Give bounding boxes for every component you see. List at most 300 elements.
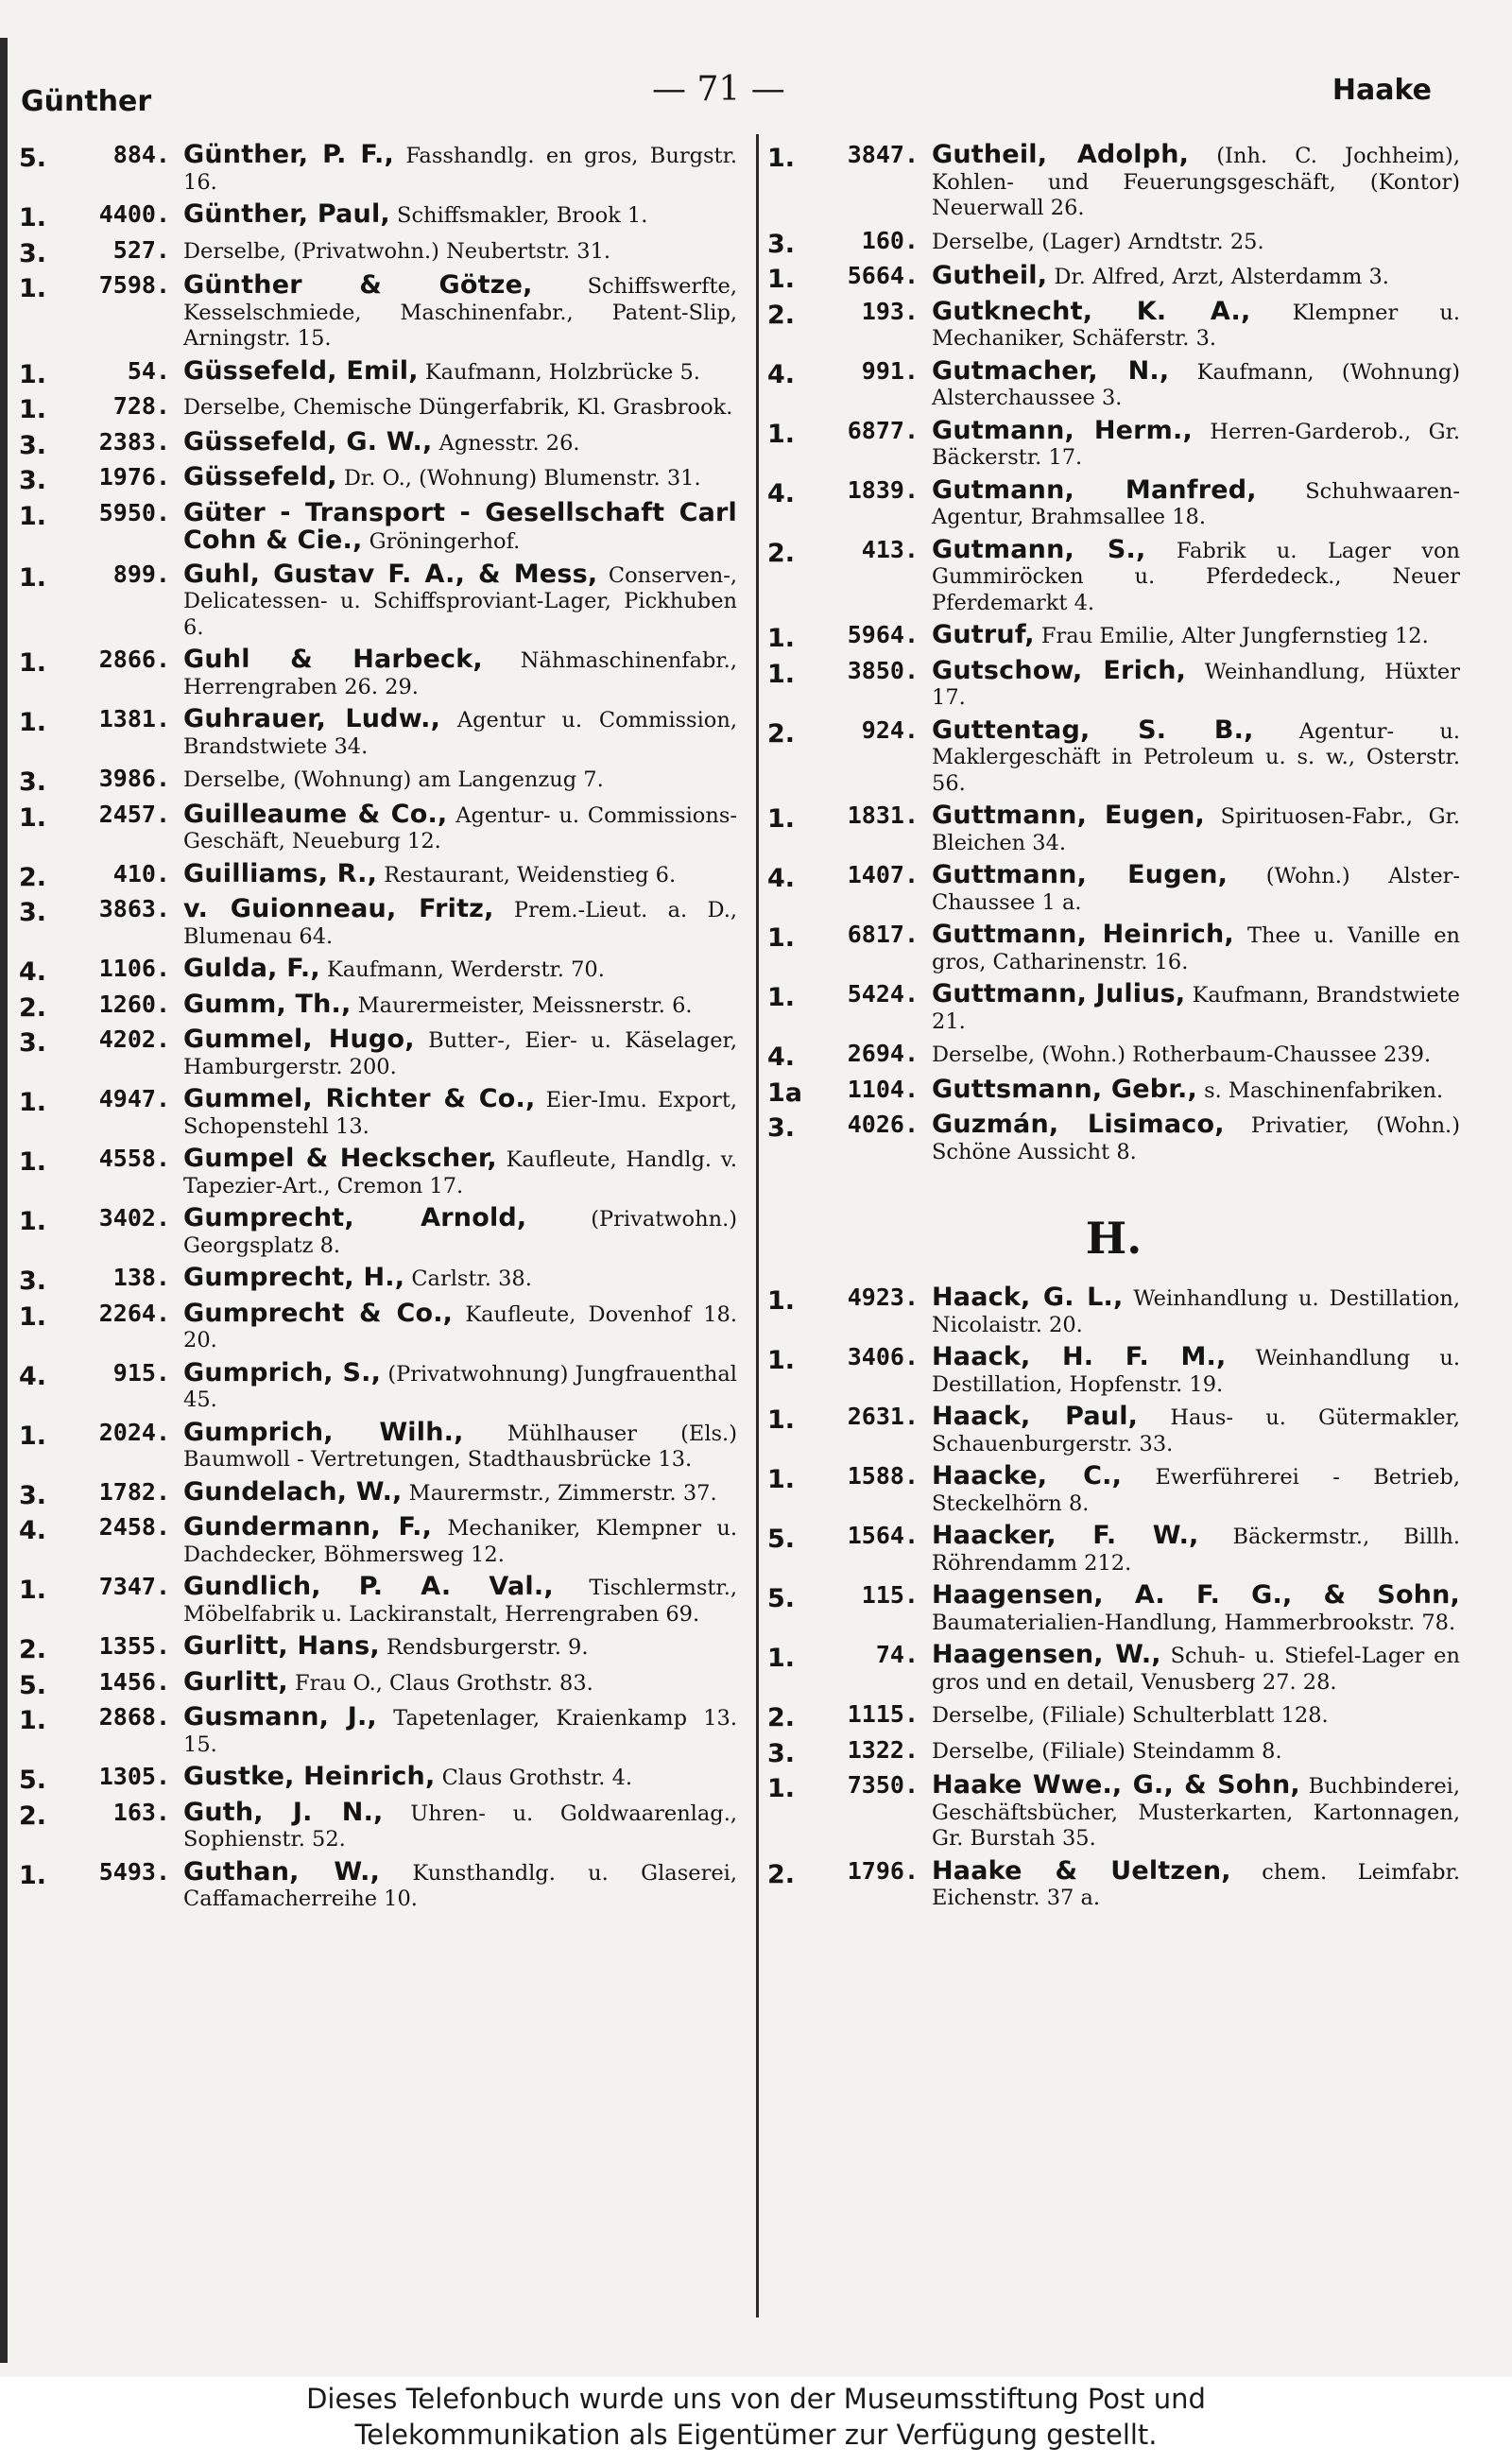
subscriber-name: Gutheil, Adolph, <box>932 140 1190 169</box>
subscriber-name: Haack, H. F. M., <box>932 1342 1227 1371</box>
phone-number: 2631. <box>847 1403 919 1430</box>
subscriber-name: Gumm, Th., <box>183 989 352 1019</box>
subscriber-name: Guttmann, Eugen, <box>932 801 1206 830</box>
directory-entry <box>19 1574 737 1628</box>
entry-text <box>183 1514 737 1568</box>
directory-entry <box>19 497 737 556</box>
subscriber-name: Gummel, Hugo, <box>183 1025 415 1054</box>
subscriber-name: Güssefeld, Emil, <box>183 355 419 386</box>
exchange-district: 1. <box>19 562 47 593</box>
directory-entry <box>19 1633 737 1663</box>
exchange-district: 2. <box>767 1859 796 1889</box>
exchange-district: 5. <box>19 1670 47 1700</box>
entry-text <box>932 981 1460 1035</box>
phone-number: 3863. <box>98 895 170 922</box>
entry-text <box>183 464 737 494</box>
directory-entry <box>19 1514 737 1568</box>
left-border-rule <box>0 38 8 2363</box>
directory-entry <box>19 1704 737 1758</box>
exchange-district: 3. <box>19 466 47 495</box>
directory-entry <box>767 474 1460 531</box>
phone-number: 54. <box>127 356 170 385</box>
exchange-district: 1. <box>19 1301 47 1332</box>
subscriber-details: Derselbe, Chemische Düngerfabrik, Kl. Grasbrook. <box>183 395 733 420</box>
exchange-district: 1. <box>19 203 47 233</box>
subscriber-name: Haake Wwe., G., & Sohn, <box>932 1770 1300 1800</box>
entry-text <box>932 1772 1460 1852</box>
subscriber-details: Fabrik u. Lager von Gummiröcken u. Pferdedeck., Neuer Pferdemarkt 4. <box>932 538 1460 615</box>
directory-entry <box>19 801 737 855</box>
subscriber-details: Derselbe, (Lager) Arndtstr. 25. <box>932 229 1264 254</box>
subscriber-name: Guttsmann, Gebr., <box>932 1074 1197 1104</box>
exchange-district: 5. <box>767 1525 796 1554</box>
phone-number: 7347. <box>98 1573 170 1600</box>
entry-text <box>932 1344 1460 1398</box>
subscriber-details: Agentur- u. Commissions-Geschäft, Neueburg 12. <box>183 802 737 853</box>
directory-entry <box>19 201 737 232</box>
subscriber-details: Maurermeister, Meissnerstr. 6. <box>357 992 693 1018</box>
directory-entry <box>767 355 1460 412</box>
subscriber-details: Schuhwaaren-Agentur, Brahmsallee 18. <box>932 478 1460 529</box>
subscriber-details: Eier-Imu. Export, Schopenstehl 13. <box>183 1088 738 1139</box>
directory-entry <box>767 802 1460 856</box>
phone-number: 991. <box>861 356 919 385</box>
subscriber-name: Guttentag, S. B., <box>932 715 1254 745</box>
subscriber-details: Derselbe, (Wohn.) Rotherbaum-Chaussee 239. <box>932 1042 1432 1067</box>
entry-text <box>183 956 737 986</box>
entry-text <box>183 426 737 459</box>
subscriber-details: Dr. O., (Wohnung) Blumenstr. 31. <box>343 466 701 491</box>
subscriber-details: Claus Grothstr. 4. <box>441 1766 633 1790</box>
phone-number: 6877. <box>847 416 919 444</box>
subscriber-name: Gutmacher, N., <box>932 355 1170 386</box>
exchange-district: 5. <box>19 144 47 173</box>
phone-number: 4202. <box>98 1025 170 1053</box>
subscriber-name: Gummel, Richter & Co., <box>183 1084 536 1113</box>
subscriber-details: Haus- u. Gütermakler, Schauenburgerstr. 33. <box>932 1405 1461 1456</box>
exchange-district: 1. <box>767 624 796 653</box>
exchange-district: 1. <box>767 1405 796 1435</box>
entry-text <box>932 296 1460 353</box>
subscriber-name: Gumprecht, Arnold, <box>183 1203 527 1232</box>
subscriber-details: Privatier, (Wohn.) Schöne Aussicht 8. <box>932 1113 1460 1164</box>
exchange-district: 5. <box>767 1584 796 1613</box>
subscriber-details: Herren-Garderob., Gr. Bäckerstr. 17. <box>932 419 1461 470</box>
subscriber-name: Guilleaume & Co., <box>183 799 448 829</box>
directory-entry <box>19 991 737 1022</box>
directory-entry <box>19 1146 737 1199</box>
subscriber-name: Guzmán, Lisimaco, <box>932 1110 1225 1139</box>
exchange-district: 4. <box>767 359 796 389</box>
subscriber-name: Güssefeld, G. W., <box>183 426 433 457</box>
directory-entry <box>767 1463 1460 1517</box>
phone-number: 1260. <box>98 990 170 1018</box>
subscriber-details: Weinhandlung u. Destillation, Hopfenstr. 19. <box>932 1346 1460 1397</box>
subscriber-name: Guilliams, R., <box>183 858 378 888</box>
subscriber-name: Gumprich, S., <box>183 1357 382 1387</box>
entry-text <box>932 1041 1460 1071</box>
footer-line-2: Telekommunikation als Eigentümer zur Verfügung gestellt. <box>354 2419 1158 2451</box>
phone-number: 2458. <box>98 1513 170 1541</box>
exchange-district: 2. <box>767 718 796 749</box>
exchange-district: 1. <box>767 659 796 689</box>
exchange-district: 3. <box>767 1113 796 1143</box>
subscriber-details: (Inh. C. Jochheim), Kohlen- und Feuerungsgeschäft, (Kontor) Neuerwall 26. <box>932 144 1460 220</box>
subscriber-details: Fasshandlg. en gros, Burgstr. 16. <box>183 144 738 195</box>
footer-notice <box>0 2377 1512 2464</box>
phone-number: 1104. <box>847 1075 919 1103</box>
directory-entry <box>19 1797 738 1853</box>
phone-number: 924. <box>861 715 919 744</box>
subscriber-details: Derselbe, (Filiale) Steindamm 8. <box>932 1738 1282 1764</box>
phone-number: 1796. <box>847 1856 919 1885</box>
exchange-district: 3. <box>767 229 796 259</box>
subscriber-details: Rendsburgerstr. 9. <box>387 1635 589 1660</box>
phone-number: 413. <box>861 535 919 563</box>
directory-entry <box>767 142 1460 222</box>
exchange-district: 3. <box>19 238 47 268</box>
subscriber-details: Maurermstr., Zimmerstr. 37. <box>408 1480 717 1506</box>
subscriber-details: Kaufmann, (Wohnung) Alsterchaussee 3. <box>932 359 1460 410</box>
phone-number: 1355. <box>98 1632 170 1660</box>
directory-entry <box>767 1111 1460 1165</box>
entry-text <box>183 858 737 891</box>
subscriber-details: Mechaniker, Klempner u. Dachdecker, Böhmersweg 12. <box>183 1516 737 1567</box>
entry-text <box>183 1146 737 1199</box>
entry-text <box>183 393 737 423</box>
entry-text <box>183 561 737 642</box>
exchange-district: 3. <box>19 1266 47 1296</box>
entry-text <box>183 646 737 700</box>
exchange-district: 1. <box>767 983 796 1012</box>
subscriber-details: (Privatwohn.) Georgsplatz 8. <box>183 1207 738 1258</box>
directory-entry <box>19 1086 737 1140</box>
subscriber-details: Kunsthandlg. u. Glaserei, Caffamacherreihe 10. <box>183 1860 737 1911</box>
directory-entry <box>767 1642 1460 1696</box>
subscriber-details: Mühlhauser (Els.) Baumwoll - Vertretungen, Stadthausbrücke 13. <box>183 1421 737 1472</box>
page-header <box>0 66 1512 123</box>
entry-text <box>183 1205 737 1259</box>
section-heading-h: H. <box>1085 1213 1143 1264</box>
phone-number: 7598. <box>98 271 170 299</box>
directory-entry <box>767 1772 1460 1852</box>
exchange-district: 4. <box>19 1361 47 1391</box>
subscriber-name: Gurlitt, <box>183 1666 288 1697</box>
entry-text <box>183 1764 737 1794</box>
subscriber-details: Prem.-Lieut. a. D., Blumenau 64. <box>183 898 737 949</box>
subscriber-details: Agnesstr. 26. <box>438 430 580 456</box>
phone-number: 527. <box>112 235 170 264</box>
directory-entry <box>19 1666 737 1700</box>
subscriber-name: Guhl, Gustav F. A., & Mess, <box>183 559 598 589</box>
subscriber-details: Buchbinderei, Geschäftsbücher, Musterkarten, Kartonnagen, Gr. Burstah 35. <box>932 1774 1461 1851</box>
directory-entry <box>19 1265 737 1295</box>
subscriber-name: Haagensen, W., <box>932 1640 1161 1669</box>
exchange-district: 1. <box>767 1774 796 1803</box>
entry-text <box>932 142 1460 222</box>
phone-number: 3406. <box>847 1343 919 1370</box>
exchange-district: 4. <box>767 864 796 893</box>
exchange-district: 1. <box>19 1706 47 1735</box>
subscriber-name: Gumprecht, H., <box>183 1263 405 1292</box>
entry-text <box>932 1582 1460 1636</box>
page-number: — 71 — <box>652 70 785 109</box>
directory-entry <box>19 1298 738 1354</box>
exchange-district: 4. <box>19 957 47 987</box>
exchange-district: 3. <box>19 898 47 927</box>
subscriber-name: Haack, Paul, <box>932 1402 1139 1431</box>
entry-text <box>932 1074 1460 1107</box>
directory-entry <box>767 622 1460 652</box>
subscriber-details: Schiffsmakler, Brook 1. <box>397 203 648 228</box>
exchange-district: 1. <box>767 1465 796 1494</box>
subscriber-name: Güter - Transport - Gesellschaft Carl Cohn & Cie., <box>183 497 737 555</box>
phone-number: 2457. <box>98 800 170 828</box>
directory-entry <box>19 896 737 950</box>
entry-text <box>183 201 737 232</box>
subscriber-details: Bäckermstr., Billh. Röhrendamm 212. <box>932 1525 1460 1576</box>
subscriber-details: Tapetenlager, Kraienkamp 13. 15. <box>183 1706 738 1757</box>
subscriber-name: Gutruf, <box>932 620 1035 649</box>
directory-entry <box>19 1026 737 1080</box>
subscriber-name: Gumpel & Heckscher, <box>183 1144 497 1173</box>
column-divider <box>756 134 759 2318</box>
entry-text <box>932 228 1460 258</box>
subscriber-name: Günther & Götze, <box>183 270 533 300</box>
exchange-district: 2. <box>19 992 47 1023</box>
phone-number: 1588. <box>847 1462 919 1490</box>
phone-number: 1839. <box>847 475 919 504</box>
subscriber-name: Haake & Ueltzen, <box>932 1855 1231 1886</box>
header-left-keyword: Günther <box>21 85 152 118</box>
subscriber-details: Gröningerhof. <box>369 529 521 554</box>
phone-number: 5950. <box>98 498 170 526</box>
exchange-district: 2. <box>19 862 47 892</box>
subscriber-name: Guttmann, Heinrich, <box>932 920 1234 949</box>
exchange-district: 2. <box>19 1635 47 1664</box>
exchange-district: 1. <box>19 1576 47 1605</box>
exchange-district: 4. <box>767 478 796 508</box>
directory-entry <box>767 263 1460 293</box>
exchange-district: 1. <box>767 923 796 953</box>
directory-entry <box>767 655 1460 712</box>
phone-number: 5664. <box>847 262 919 289</box>
entry-text <box>932 1737 1460 1767</box>
phone-number: 1831. <box>847 801 919 829</box>
exchange-district: 2. <box>767 300 796 330</box>
phone-number: 74. <box>875 1641 919 1668</box>
directory-entry <box>19 1476 737 1510</box>
entry-text <box>932 1701 1460 1732</box>
entry-text <box>932 1523 1460 1577</box>
exchange-district: 3. <box>19 1028 47 1058</box>
entry-text <box>932 474 1460 531</box>
directory-entry <box>19 393 737 423</box>
entry-text <box>932 355 1460 412</box>
exchange-district: 1. <box>19 501 47 531</box>
phone-number: 163. <box>112 1798 170 1826</box>
entry-text <box>932 263 1460 293</box>
subscriber-name: Gutknecht, K. A., <box>932 296 1251 326</box>
phone-number: 5424. <box>847 980 919 1008</box>
entry-text <box>932 922 1460 975</box>
subscriber-name: Haacke, C., <box>932 1461 1123 1490</box>
subscriber-details: Carlstr. 38. <box>411 1266 532 1291</box>
entry-text <box>183 1856 737 1913</box>
directory-entry <box>767 415 1461 472</box>
subscriber-name: Gundermann, F., <box>183 1512 433 1542</box>
phone-number: 4947. <box>98 1085 170 1112</box>
subscriber-name: Gutmann, S., <box>932 534 1146 564</box>
phone-number: 1381. <box>98 705 170 732</box>
directory-entry <box>19 1856 737 1913</box>
exchange-district: 2. <box>767 538 796 568</box>
phone-number: 115. <box>861 1581 919 1609</box>
entry-text <box>183 766 737 796</box>
phone-number: 1456. <box>98 1667 170 1696</box>
subscriber-details: Butter-, Eier- u. Käselager, Hamburgerstr. 200. <box>183 1028 737 1079</box>
phone-number: 193. <box>861 297 919 325</box>
subscriber-details: Dr. Alfred, Arzt, Alsterdamm 3. <box>1054 265 1389 289</box>
entry-text <box>932 1404 1460 1457</box>
exchange-district: 1. <box>19 802 47 833</box>
subscriber-name: Haack, G. L., <box>932 1283 1124 1312</box>
exchange-district: 4. <box>767 1042 796 1072</box>
entry-text <box>183 1086 737 1140</box>
entry-text <box>932 1463 1460 1517</box>
directory-entry <box>767 717 1460 798</box>
directory-entry <box>19 1357 738 1414</box>
entry-text <box>932 622 1460 652</box>
phone-number: 1782. <box>98 1477 170 1506</box>
subscriber-name: Haacker, F. W., <box>932 1521 1199 1550</box>
phone-number: 5493. <box>98 1857 170 1886</box>
phone-number: 899. <box>112 560 170 588</box>
exchange-district: 5. <box>19 1766 47 1795</box>
phone-number: 1976. <box>98 463 170 491</box>
phone-number: 4026. <box>847 1111 919 1138</box>
phone-number: 160. <box>861 226 919 254</box>
directory-entry <box>767 1523 1460 1577</box>
phone-number: 2264. <box>98 1299 170 1327</box>
exchange-district: 4. <box>19 1516 47 1545</box>
subscriber-name: Gusmann, J., <box>183 1702 377 1732</box>
phone-number: 3986. <box>98 765 170 792</box>
subscriber-details: (Privatwohnung) Jungfrauenthal 45. <box>183 1361 738 1412</box>
directory-entry <box>767 1041 1460 1071</box>
entry-text <box>183 1298 738 1354</box>
subscriber-name: Gutmann, Manfred, <box>932 474 1257 505</box>
exchange-district: 3. <box>767 1738 796 1768</box>
subscriber-name: Guhrauer, Ludw., <box>183 704 441 733</box>
entry-text <box>183 801 737 855</box>
phone-number: 884. <box>112 141 170 168</box>
phone-number: 728. <box>112 392 170 420</box>
entry-text <box>183 355 737 388</box>
directory-entry <box>19 766 737 796</box>
entry-text <box>932 1111 1460 1165</box>
directory-entry <box>767 1855 1460 1912</box>
phone-number: 4923. <box>847 1284 919 1311</box>
subscriber-details: Baumaterialien-Handlung, Hammerbrookstr. 78. <box>932 1610 1456 1635</box>
subscriber-details: Ewerführerei - Betrieb, Steckelhörn 8. <box>932 1465 1460 1516</box>
subscriber-details: s. Maschinenfabriken. <box>1204 1077 1444 1103</box>
phone-number: 4558. <box>98 1145 170 1172</box>
entry-text <box>183 237 737 267</box>
entry-text <box>183 1704 737 1758</box>
directory-entry <box>19 561 737 642</box>
subscriber-name: Gulda, F., <box>183 954 320 983</box>
exchange-district: 1. <box>19 395 47 424</box>
entry-text <box>183 1574 737 1628</box>
phone-number: 2694. <box>847 1040 919 1067</box>
exchange-district: 1. <box>19 359 47 389</box>
subscriber-details: Weinhandlung u. Destillation, Nicolaistr. 20. <box>932 1286 1461 1337</box>
entry-text <box>183 1026 737 1080</box>
phone-number: 1115. <box>847 1700 919 1728</box>
subscriber-name: Gundlich, P. A. Val., <box>183 1572 554 1601</box>
subscriber-details: Kaufmann, Holzbrücke 5. <box>424 359 700 385</box>
directory-entry <box>767 1701 1460 1732</box>
directory-entry <box>767 1582 1460 1636</box>
entry-text <box>183 272 737 353</box>
directory-entry <box>19 706 737 760</box>
phone-number: 2024. <box>98 1418 170 1446</box>
directory-entry <box>767 1737 1460 1767</box>
subscriber-name: Gutmann, Herm., <box>932 415 1193 445</box>
subscriber-details: (Wohn.) Alster-Chaussee 1 a. <box>932 864 1460 915</box>
exchange-district: 1. <box>767 1644 796 1673</box>
entry-text <box>932 802 1460 856</box>
entry-text <box>183 1633 737 1663</box>
exchange-district: 1. <box>19 708 47 737</box>
entry-text <box>932 1284 1460 1338</box>
directory-entry <box>19 464 737 494</box>
directory-entry <box>19 142 737 196</box>
exchange-district: 1. <box>19 1088 47 1117</box>
directory-entry <box>19 272 737 353</box>
header-right-keyword: Haake <box>1332 74 1432 107</box>
directory-entry <box>767 1074 1460 1108</box>
entry-text <box>932 1855 1460 1912</box>
subscriber-details: Thee u. Vanille en gros, Catharinenstr. 16. <box>932 923 1460 974</box>
subscriber-details: Schuh- u. Stiefel-Lager en gros und en detail, Venusberg 27. 28. <box>932 1644 1460 1695</box>
subscriber-name: Gundelach, W., <box>183 1476 403 1507</box>
directory-entry <box>767 981 1460 1035</box>
phone-number: 410. <box>112 859 170 887</box>
entry-text <box>183 706 737 760</box>
subscriber-details: Frau O., Claus Grothstr. 83. <box>295 1670 593 1696</box>
entry-text <box>183 1357 738 1414</box>
entry-text <box>183 1417 737 1473</box>
exchange-district: 1. <box>767 419 796 449</box>
directory-entry <box>767 296 1460 353</box>
phone-number: 2868. <box>98 1703 170 1731</box>
entry-text <box>183 1265 737 1295</box>
entry-text <box>183 497 737 556</box>
subscriber-name: Gutschow, Erich, <box>932 655 1187 685</box>
subscriber-details: Frau Emilie, Alter Jungfernstieg 12. <box>1040 624 1429 648</box>
subscriber-details: Derselbe, (Wohnung) am Langenzug 7. <box>183 767 604 792</box>
phone-number: 1106. <box>98 955 170 982</box>
subscriber-name: v. Guionneau, Fritz, <box>183 894 494 923</box>
entry-text <box>183 1797 738 1853</box>
directory-entry <box>19 646 737 700</box>
subscriber-details: Agentur u. Commission, Brandstwiete 34. <box>183 708 737 759</box>
subscriber-details: Agentur- u. Maklergeschäft in Petroleum u. s. w., Osterstr. 56. <box>932 718 1460 796</box>
directory-entry <box>767 228 1460 258</box>
subscriber-details: Kaufleute, Handlg. v. Tapezier-Art., Cremon 17. <box>183 1147 738 1198</box>
